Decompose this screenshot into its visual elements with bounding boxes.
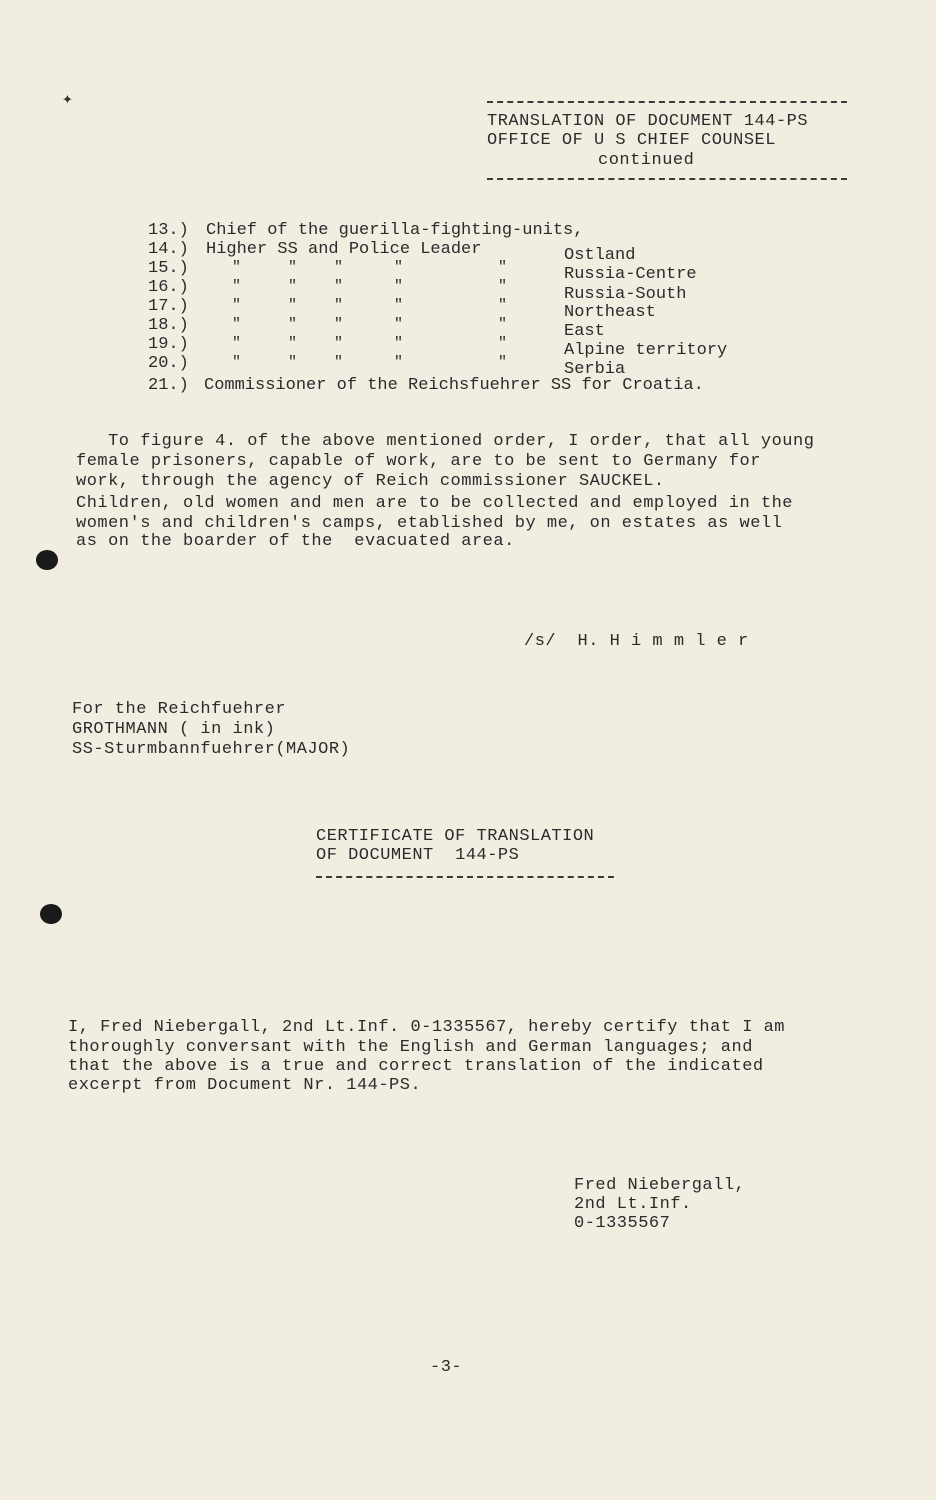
header-bottom-rule (487, 178, 847, 180)
list-item: 15.) " " " " " Russia-Centre (148, 259, 697, 284)
certificate-document: OF DOCUMENT 144-PS (316, 846, 520, 865)
list-item: 17.) " " " " " Northeast (148, 297, 656, 322)
list-item (148, 221, 788, 240)
list-region: Alpine territory (564, 341, 728, 360)
page-number: -3- (430, 1358, 463, 1377)
list-region: Russia-South (564, 285, 687, 304)
list-region: Ostland (564, 246, 636, 265)
certificate-title: CERTIFICATE OF TRANSLATION (316, 827, 595, 846)
list-text: Higher SS and Police Leader (206, 240, 482, 259)
list-number: 14.) (148, 240, 189, 259)
arrow-mark-icon: ✦ (62, 90, 73, 110)
header-continued: continued (598, 151, 695, 170)
list-item (148, 376, 788, 395)
himmler-signature: /s/ H. H i m m l e r (524, 632, 749, 651)
list-number: 17.) (148, 297, 189, 316)
list-text: Commissioner of the Reichsfuehrer SS for Croatia. (204, 376, 704, 395)
list-number: 19.) (148, 335, 189, 354)
list-number: 13.) (148, 221, 189, 240)
list-item: 20.) " " " " " Serbia (148, 354, 626, 379)
list-region: Russia-Centre (564, 265, 697, 284)
punch-hole (36, 550, 58, 570)
list-item: 16.) " " " " " Russia-South (148, 278, 687, 304)
certificate-rule (316, 876, 614, 878)
list-number: 20.) (148, 354, 189, 373)
list-item: 19.) " " " " " Alpine territory (148, 335, 728, 360)
list-region: Northeast (564, 303, 656, 322)
header-title: TRANSLATION OF DOCUMENT 144-PS (487, 112, 809, 131)
punch-hole (40, 904, 62, 924)
list-region: Serbia (564, 360, 626, 379)
list-item (148, 240, 788, 265)
list-item: 18.) " " " " " East (148, 316, 605, 341)
list-number: 16.) (148, 278, 189, 297)
list-text: Chief of the guerilla-fighting-units, (206, 221, 584, 240)
list-region: East (564, 322, 605, 341)
header-office: OFFICE OF U S CHIEF COUNSEL (487, 131, 776, 150)
list-number: 18.) (148, 316, 189, 335)
header-top-rule (487, 101, 847, 103)
document-page: ✦ TRANSLATION OF DOCUMENT 144-PS OFFICE OF U S CHIEF COUNSEL continued 13.) Chief of the guerilla-fighting-units, 14.) Higher SS and Police Leader Ostland 15.) " " " " " Russia-Centre 16.) " " " " " Russia-South 17.) " " " " " Northeast 18.) " " " " " East 19.) " " " " " Alpine territory 20.) " " " " " Serbia 21.) Commissioner of the Reichsfuehrer SS for Croatia. To figure 4. of the above mentioned order, I order, that all young female prisoners, capable of work, are to be sent to Germany for work, through the agency of Reich commissioner SAUCKEL. Children, old women and men are to be collected and employed in the women's and children's camps, etablished by me, on estates as well as on the boarder of the evacuated area. /s/ H. H i m m l e r For the Reichfuehrer GROTHMANN ( in ink) SS-Sturmbannfuehrer(MAJOR) CERTIFICATE OF TRANSLATION OF DOCUMENT 144-PS I, Fred Niebergall, 2nd Lt.Inf. 0-1335567, hereby certify that I am thoroughly conversant with the English and German languages; and that the above is a true and correct translation of the indicated excerpt from Document Nr. 144-PS. Fred Niebergall, 2nd Lt.Inf. 0-1335567 -3- (0, 0, 936, 1500)
list-number: 15.) (148, 259, 189, 278)
list-number: 21.) (148, 376, 189, 395)
